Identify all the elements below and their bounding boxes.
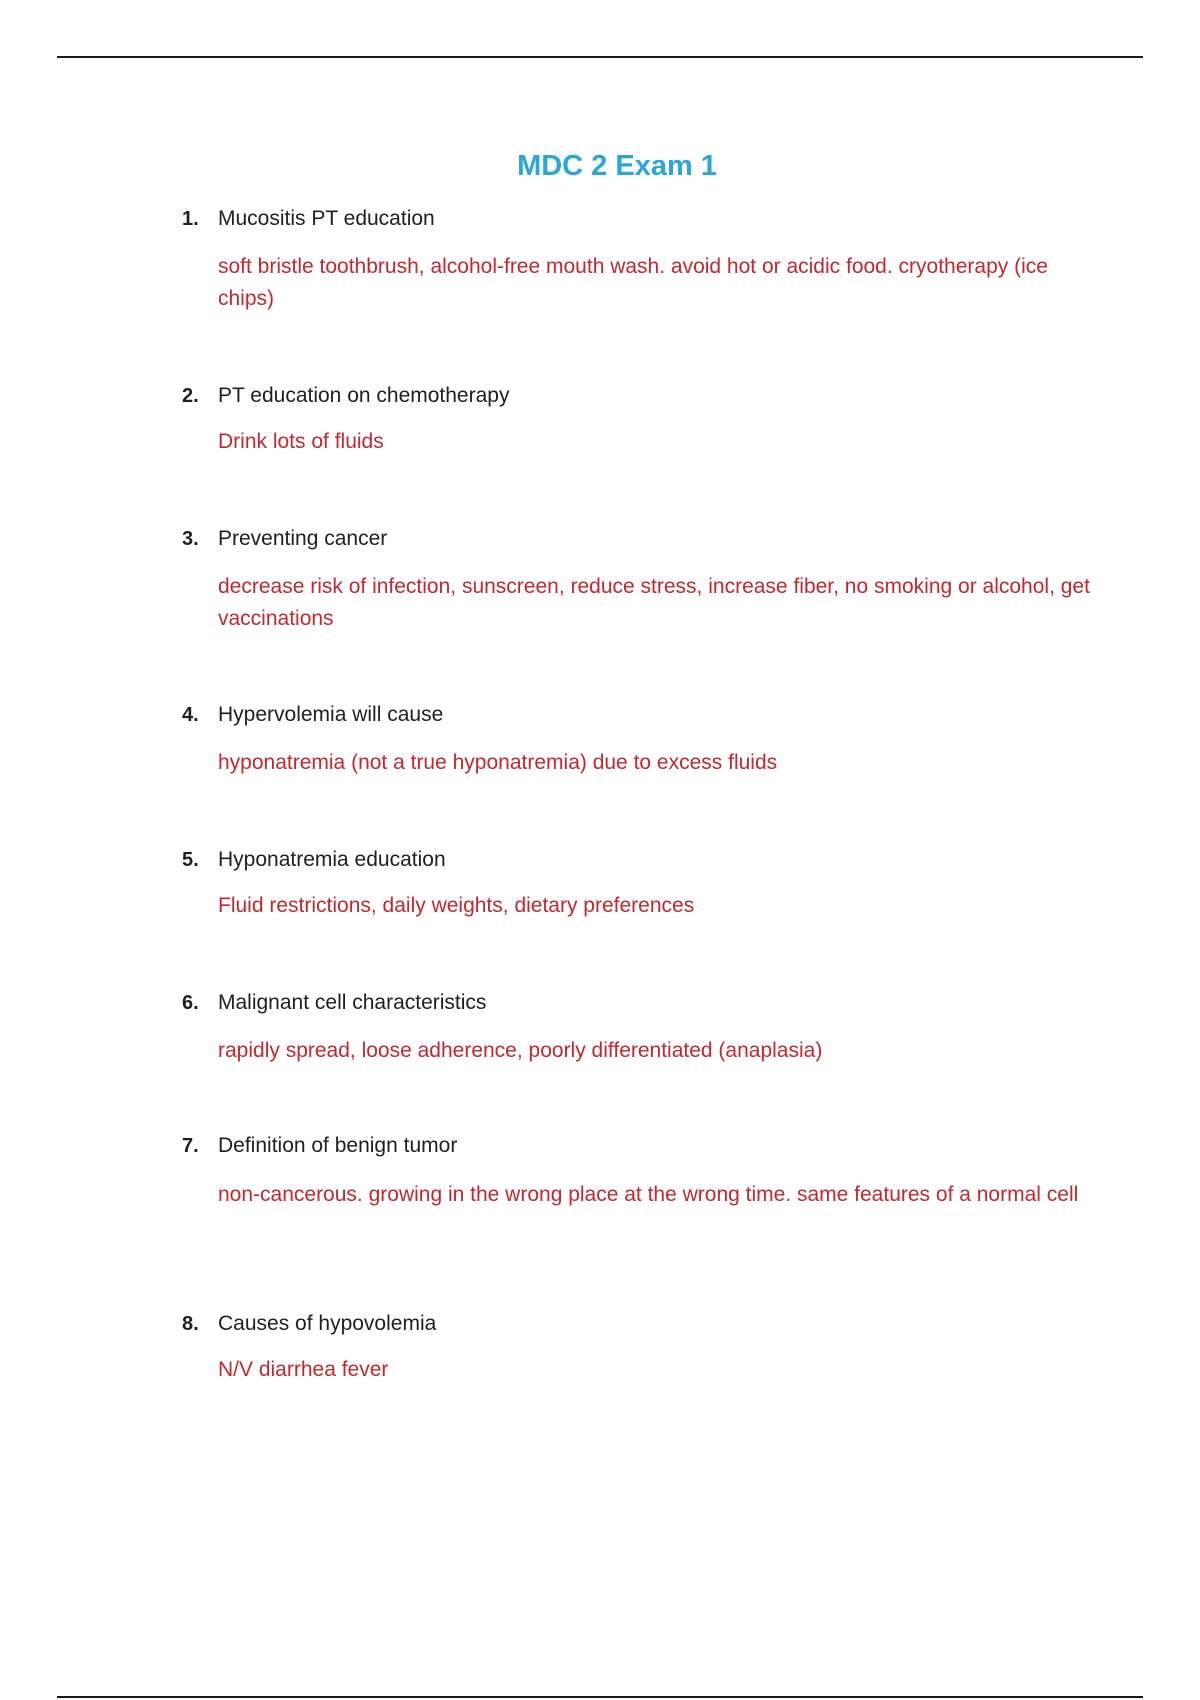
question-number: 3.: [182, 528, 199, 550]
question-text: Malignant cell characteristics: [218, 991, 487, 1014]
question-number: 8.: [182, 1313, 199, 1335]
question-text: Causes of hypovolemia: [218, 1312, 437, 1335]
answer-text: soft bristle toothbrush, alcohol-free mouth wash. avoid hot or acidic food. cryotherapy (ice chips): [218, 255, 1048, 310]
question-row: [0, 1130, 1200, 1162]
question-row: [0, 699, 1200, 731]
question-text: Hypervolemia will cause: [218, 703, 444, 726]
answer-text: decrease risk of infection, sunscreen, reduce stress, increase fiber, no smoking or alcohol, get vaccinations: [218, 575, 1090, 630]
answer-text: Drink lots of fluids: [218, 430, 384, 453]
answer-text: N/V diarrhea fever: [218, 1358, 389, 1381]
question-row: [0, 844, 1200, 876]
question-row: [0, 987, 1200, 1019]
question-text: Definition of benign tumor: [218, 1134, 458, 1157]
page-title: MDC 2 Exam 1: [517, 150, 717, 182]
question-number: 1.: [182, 208, 199, 230]
answer-text: Fluid restrictions, daily weights, dietary preferences: [218, 894, 695, 917]
question-row: [0, 523, 1200, 555]
bottom-rule: [57, 1696, 1143, 1698]
question-text: Mucositis PT education: [218, 207, 435, 230]
question-text: Preventing cancer: [218, 527, 388, 550]
question-row: [0, 1308, 1200, 1340]
question-text: Hyponatremia education: [218, 848, 446, 871]
question-number: 2.: [182, 385, 199, 407]
question-number: 5.: [182, 849, 199, 871]
question-number: 6.: [182, 992, 199, 1014]
question-number: 4.: [182, 704, 199, 726]
answer-text: rapidly spread, loose adherence, poorly differentiated (anaplasia): [218, 1039, 823, 1062]
answer-text: non-cancerous. growing in the wrong place at the wrong time. same features of a normal cell: [218, 1183, 1079, 1206]
answer-text: hyponatremia (not a true hyponatremia) due to excess fluids: [218, 751, 778, 774]
question-number: 7.: [182, 1135, 199, 1157]
question-text: PT education on chemotherapy: [218, 384, 510, 407]
question-row: [0, 380, 1200, 412]
question-row: [0, 203, 1200, 235]
